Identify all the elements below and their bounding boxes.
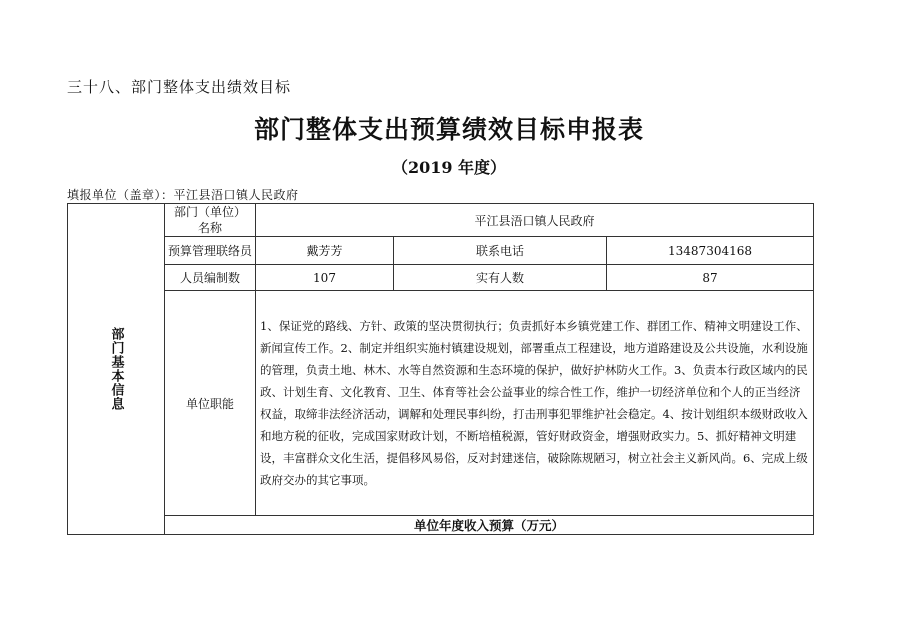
filing-unit: 填报单位（盖章）：平江县浯口镇人民政府 [67, 188, 299, 202]
budget-label: 单位年度收入预算（万元） [165, 516, 814, 535]
phone-value: 13487304168 [607, 237, 814, 265]
actual-staff-label: 实有人数 [394, 265, 607, 291]
group-label: 部门基本信息 [108, 327, 124, 411]
dept-label: 部门（单位）名称 [165, 204, 256, 237]
table-row [68, 291, 814, 516]
contact-label: 预算管理联络员 [165, 237, 256, 265]
section-heading: 三十八、部门整体支出绩效目标 [67, 78, 292, 96]
contact-value: 戴芳芳 [256, 237, 394, 265]
actual-staff-value: 87 [607, 265, 814, 291]
table-row [68, 516, 814, 535]
year-label: （2019 年度） [391, 158, 507, 177]
page-title: 部门整体支出预算绩效目标申报表 [253, 115, 644, 144]
dept-value: 平江县浯口镇人民政府 [256, 204, 814, 237]
duties-text: 1、保证党的路线、方针、政策的坚决贯彻执行；负责抓好本乡镇党建工作、群团工作、精神文明建设工作、新闻宣传工作。2、制定并组织实施村镇建设规划，部署重点工程建设，地方道路建设及公共设施，水利设施的管理，负责土地、林木、水等自然资源和生态环境的保护，做好护林防火工作。3、负责本行政区域内的民政、计划生育、文化教育、卫生、体育等社会公益事业的综合性工作，维护一切经济单位和个人的正当经济权益，取缔非法经济活动，调解和处理民事纠纷，打击刑事犯罪维护社会稳定。4、按计划组织本级财政收入和地方税的征收，完成国家财政计划，不断培植税源，管好财政资金，增强财政实力。5、抓好精神文明建设，丰富群众文化生活，提倡移风易俗，反对封建迷信，破除陈规陋习，树立社会主义新风尚。6、完成上级政府交办的其它事项。 [256, 291, 814, 516]
group-cell [68, 204, 165, 535]
performance-form-table [67, 203, 814, 535]
staff-quota-value: 107 [256, 265, 394, 291]
table-row [68, 204, 814, 237]
staff-quota-label: 人员编制数 [165, 265, 256, 291]
table-row [68, 265, 814, 291]
duties-label: 单位职能 [165, 291, 256, 516]
table-row [68, 237, 814, 265]
phone-label: 联系电话 [394, 237, 607, 265]
